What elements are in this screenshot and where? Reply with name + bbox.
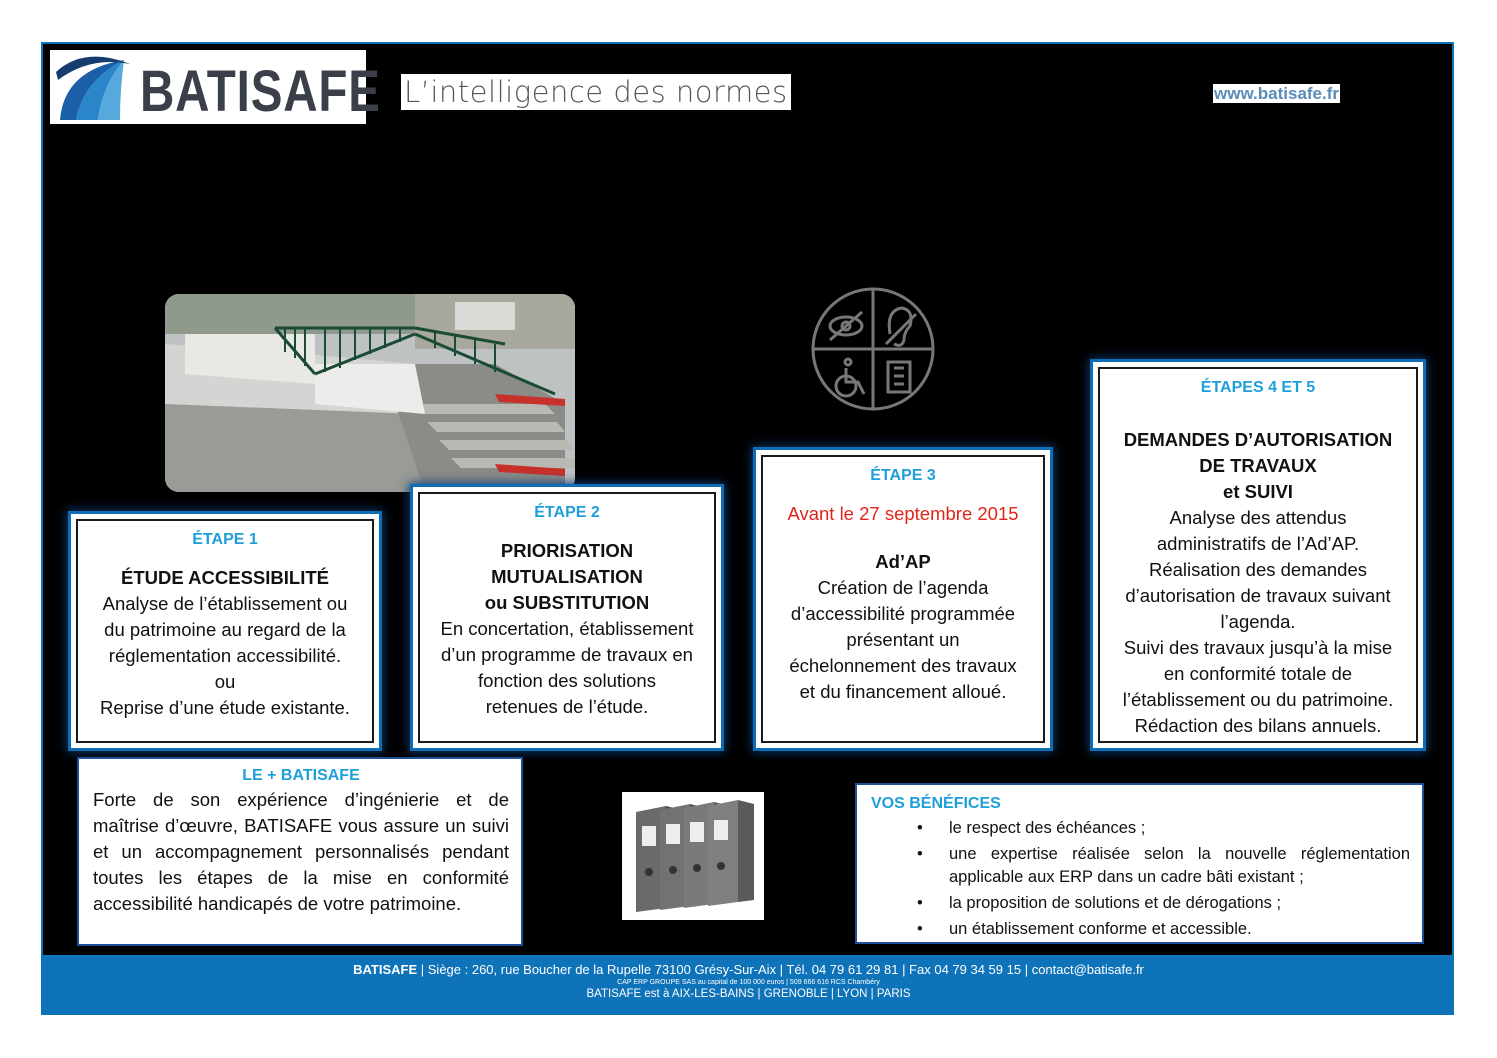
footer-address: | Siège : 260, rue Boucher de la Rupelle 73100 Grésy-Sur-Aix | Tél. 04 79 61 29 81 | Fax 04 79 34 59 15 | contact@batisafe.fr [417,962,1144,977]
step-4-5-line: Analyse des attendus [1169,507,1347,528]
step-3-line: présentant un [846,629,960,650]
benefit-item: • la proposition de solutions et de dérogations ; [949,892,1422,915]
footer-legal: CAP ERP GROUPE SAS au capital de 100 000 euros | 509 666 616 RCS Chambéry [617,979,880,986]
benefit-item: • un établissement conforme et accessible. [949,918,1422,941]
step-1-heading: ÉTUDE ACCESSIBILITÉ [121,567,329,588]
step-4-5-line: l’établissement ou du patrimoine. [1122,689,1394,710]
step-3-title: ÉTAPE 3 [870,467,936,484]
benefit-item: • le respect des échéances ; [949,817,1422,840]
step-2-heading: ou SUBSTITUTION [484,592,650,613]
step-1-line: Analyse de l’établissement ou [102,593,348,614]
ramp-stairs-photo [165,294,575,492]
footer-locations: BATISAFE est à AIX-LES-BAINS | GRENOBLE | LYON | PARIS [586,988,911,1000]
step-3-line: et du financement alloué. [799,681,1007,702]
step-4-5-line: Réalisation des demandes [1148,559,1368,580]
step-4-5-heading: et SUIVI [1223,481,1293,502]
benefit-item: • une expertise réalisée selon la nouvelle réglementation applicable aux ERP dans un cadre bâti existant ; [949,843,1422,889]
step-4-5-line: Rédaction des bilans annuels. [1134,715,1382,736]
step-4-5-line: Suivi des travaux jusqu’à la mise [1123,637,1393,658]
step-4-5-card [1098,367,1418,743]
step-2-card [418,492,716,743]
benefits-list [871,817,1422,941]
footer-address-line [43,962,1454,978]
step-1-line: réglementation accessibilité. [108,645,342,666]
step-2-heading: MUTUALISATION [491,566,643,587]
benefits-title: VOS BÉNÉFICES [871,795,1001,812]
batisafe-plus-box [77,757,523,946]
step-1-title: ÉTAPE 1 [192,531,258,548]
step-4-5-line: en conformité totale de [1163,663,1353,684]
logo-wordmark: BATISAFE [140,59,381,124]
step-4-5-line: d’autorisation de travaux suivant [1125,585,1391,606]
step-4-5-heading: DEMANDES D’AUTORISATION [1123,429,1393,450]
plus-text: Forte de son expérience d’ingénierie et de maîtrise d’œuvre, BATISAFE vous assure un suivi et un accompagnement personnalisés pendant toutes les étapes de la mise en conformité accessibilité handicapés de votre patrimoine. [93,789,509,914]
step-2-line: retenues de l’étude. [485,696,649,717]
step-1-line: Reprise d’une étude existante. [100,697,350,718]
plus-title: LE + BATISAFE [242,767,360,784]
tagline: L’intelligence des normes [401,74,791,110]
step-3-line: Création de l’agenda [817,577,989,598]
step-2-line: fonction des solutions [478,670,656,691]
accessibility-pictogram-icon [808,286,938,412]
step-2-title: ÉTAPE 2 [534,504,600,521]
footer-company: BATISAFE [353,962,418,977]
step-1-line: du patrimoine au regard de la [104,619,346,640]
step-3-line: échelonnement des travaux [789,655,1017,676]
step-3-heading: Ad’AP [875,551,931,572]
step-1-line: ou [214,671,236,692]
benefits-box [855,783,1424,944]
step-3-deadline: Avant le 27 septembre 2015 [787,503,1019,524]
batisafe-logo [50,50,381,124]
website-link[interactable]: www.batisafe.fr [1214,84,1340,103]
step-2-line: d’un programme de travaux en [441,644,693,665]
step-4-5-line: administratifs de l’Ad’AP. [1156,533,1360,554]
step-4-5-line: l’agenda. [1220,611,1296,632]
binders-illustration [622,792,764,920]
step-2-heading: PRIORISATION [500,540,634,561]
step-4-5-title: ÉTAPES 4 ET 5 [1200,379,1316,396]
logo-arc-icon [54,50,134,124]
step-4-5-heading: DE TRAVAUX [1199,455,1317,476]
step-1-card [76,519,374,743]
step-3-card [761,455,1045,743]
step-2-line: En concertation, établissement [440,618,694,639]
footer [43,955,1454,1015]
step-3-line: d’accessibilité programmée [790,603,1016,624]
